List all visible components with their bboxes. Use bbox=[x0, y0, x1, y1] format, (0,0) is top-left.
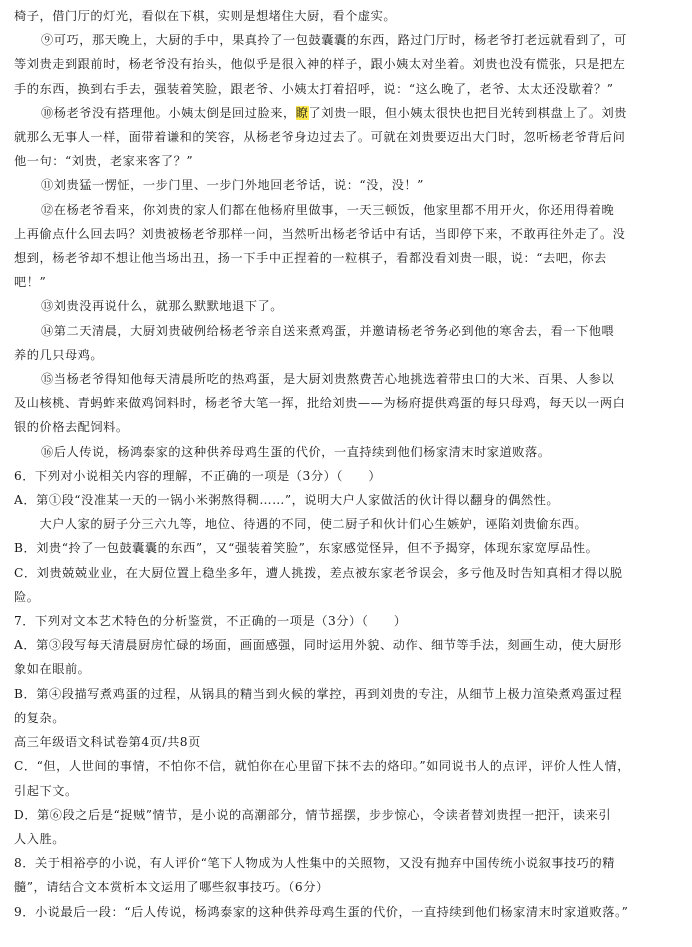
paragraph-9: ⑨可巧，那天晚上，大厨的手中，果真拎了一包鼓囊囊的东西，路过门厅时，杨老爷打老远就看到了，可 bbox=[41, 33, 627, 48]
passage-line: 银的价格去配饲料。 bbox=[14, 420, 129, 435]
question-7-option-c-cont: 引起下文。 bbox=[14, 783, 78, 798]
question-6-option-b: B．刘贵“拎了一包鼓囊囊的东西”，又“强装着笑脸”，东家感觉怪异，但不予揭穿，体现东家宽厚品性。 bbox=[14, 541, 599, 556]
question-7: 7．下列对文本艺术特色的分析鉴赏，不正确的一项是（3分）（ ） bbox=[14, 614, 407, 629]
question-7-option-a-cont: 象如在眼前。 bbox=[14, 662, 91, 677]
question-7-option-a: A．第③段写每天清晨厨房忙碌的场面，画面感强，同时运用外貌、动作、细节等手法，刻画生动，使大厨形 bbox=[14, 638, 623, 653]
passage-line: 就那么无事人一样，面带着谦和的笑容，从杨老爷身边过去了。可就在刘贵要迈出大门时，忽听杨老爷背后问 bbox=[14, 130, 626, 145]
question-7-option-b: B．第④段描写煮鸡蛋的过程，从锅具的精当到火候的掌控，再到刘贵的专注，从细节上极力渲染煮鸡蛋过程 bbox=[14, 686, 623, 701]
passage-text: ⑩杨老爷没有搭理他。小姨太倒是回过脸来， bbox=[41, 105, 296, 120]
question-7-option-d: D．第⑥段之后是“捉贼”情节，是小说的高潮部分，情节摇摆，步步惊心，令读者替刘贵捏一把汗，读来引 bbox=[14, 807, 612, 822]
paragraph-13: ⑬刘贵没再说什么，就那么默默地退下了。 bbox=[41, 299, 284, 314]
paragraph-16: ⑯后人传说，杨鸿泰家的这种供养母鸡生蛋的代价，一直持续到他们杨家清末时家道败落。 bbox=[41, 444, 551, 459]
question-8-cont: 髓”，请结合文本赏析本文运用了哪些叙事技巧。（6分） bbox=[14, 880, 329, 895]
question-6-option-c-cont: 险。 bbox=[14, 589, 40, 604]
page-footer: 高三年级语文科试卷第4页/共8页 bbox=[14, 735, 201, 750]
highlighted-word: 瞭 bbox=[295, 105, 309, 120]
question-6-option-c: C．刘贵兢兢业业，在大厨位置上稳坐多年，遭人挑拨，差点被东家老爷误会，多亏他及时告知真相才得以脱 bbox=[14, 565, 623, 580]
passage-line: 椅子，借门厅的灯光，看似在下棋，实则是想堵住大厨，看个虚实。 bbox=[14, 9, 397, 23]
question-6: 6．下列对小说相关内容的理解，不正确的一项是（3分）（ ） bbox=[14, 468, 382, 483]
question-7-option-b-cont: 的复杂。 bbox=[14, 710, 65, 725]
paragraph-12: ⑫在杨老爷看来，你刘贵的家人们都在他杨府里做事，一天三顿饭，他家里都不用开火，你还用得着晚 bbox=[41, 202, 615, 217]
question-7-option-d-cont: 人入胜。 bbox=[14, 831, 65, 846]
passage-text: 了刘贵一眼，但小姨太很快也把目光转到棋盘上了。刘贵 bbox=[308, 105, 627, 120]
passage-line: 他一句：“刘贵，老家来客了？” bbox=[14, 154, 194, 169]
paragraph-11: ⑪刘贵猛一愣怔，一步门里、一步门外地回老爷话，说：“没，没！” bbox=[41, 178, 424, 193]
question-7-option-c: C．“但，人世间的事情，不怕你不信，就怕你在心里留下抹不去的烙印。”如同说书人的点评，评价人性人情， bbox=[14, 759, 630, 774]
passage-line: 养的几只母鸡。 bbox=[14, 347, 104, 362]
passage-line: 手的东西，换到右手去，强装着笑脸，跟老爷、小姨太打着招呼，说：“这么晚了，老爷、太太还没歇着？” bbox=[14, 81, 614, 96]
passage-line: 等刘贵走到跟前时，杨老爷没有抬头，他似乎是很入神的样子，跟小姨太对坐着。刘贵也没有慌张，只是把左 bbox=[14, 57, 626, 72]
passage-line: 及山核桃、青蚂蚱来做鸡饲料时，杨老爷大笔一挥，批给刘贵——为杨府提供鸡蛋的每只母鸡，每天以一两白 bbox=[14, 396, 626, 411]
question-6-option-a: A．第①段“没准某一天的一锅小米粥熬得稠……”，说明大户人家做活的伙计得以翻身的偶然性。 bbox=[14, 493, 560, 508]
passage-line: 吧！” bbox=[14, 275, 47, 290]
passage-line: 上再偷点什么回去吗？刘贵被杨老爷那样一问，当然听出杨老爷话中有话，当即停下来，不敢再往外走了。没 bbox=[14, 226, 626, 241]
question-8: 8．关于相裕亭的小说，有人评价“笔下人物成为人性集中的关照物，又没有抛弃中国传统小说叙事技巧的精 bbox=[14, 856, 616, 871]
paragraph-15: ⑮当杨老爷得知他每天清晨所吃的热鸡蛋，是大厨刘贵熬费苦心地挑选着带虫口的大米、百果、人参以 bbox=[41, 372, 615, 387]
question-6-option-a-cont: 大户人家的厨子分三六九等，地位、待遇的不同，使二厨子和伙计们心生嫉妒，诬陷刘贵偷东西。 bbox=[14, 517, 588, 532]
paragraph-10 bbox=[14, 101, 678, 125]
question-9: 9．小说最后一段：“后人传说，杨鸿泰家的这种供养母鸡生蛋的代价，一直持续到他们杨家清末时家道败落。” bbox=[14, 904, 629, 919]
paragraph-14: ⑭第二天清晨，大厨刘贵破例给杨老爷亲自送来煮鸡蛋，并邀请杨老爷务必到他的寒舍去，看一下他喂 bbox=[41, 323, 615, 338]
passage-line: 想到，杨老爷却不想让他当场出丑，扬一下手中正捏着的一粒棋子，看都没看刘贵一眼，说：“去吧，你去 bbox=[14, 251, 607, 266]
